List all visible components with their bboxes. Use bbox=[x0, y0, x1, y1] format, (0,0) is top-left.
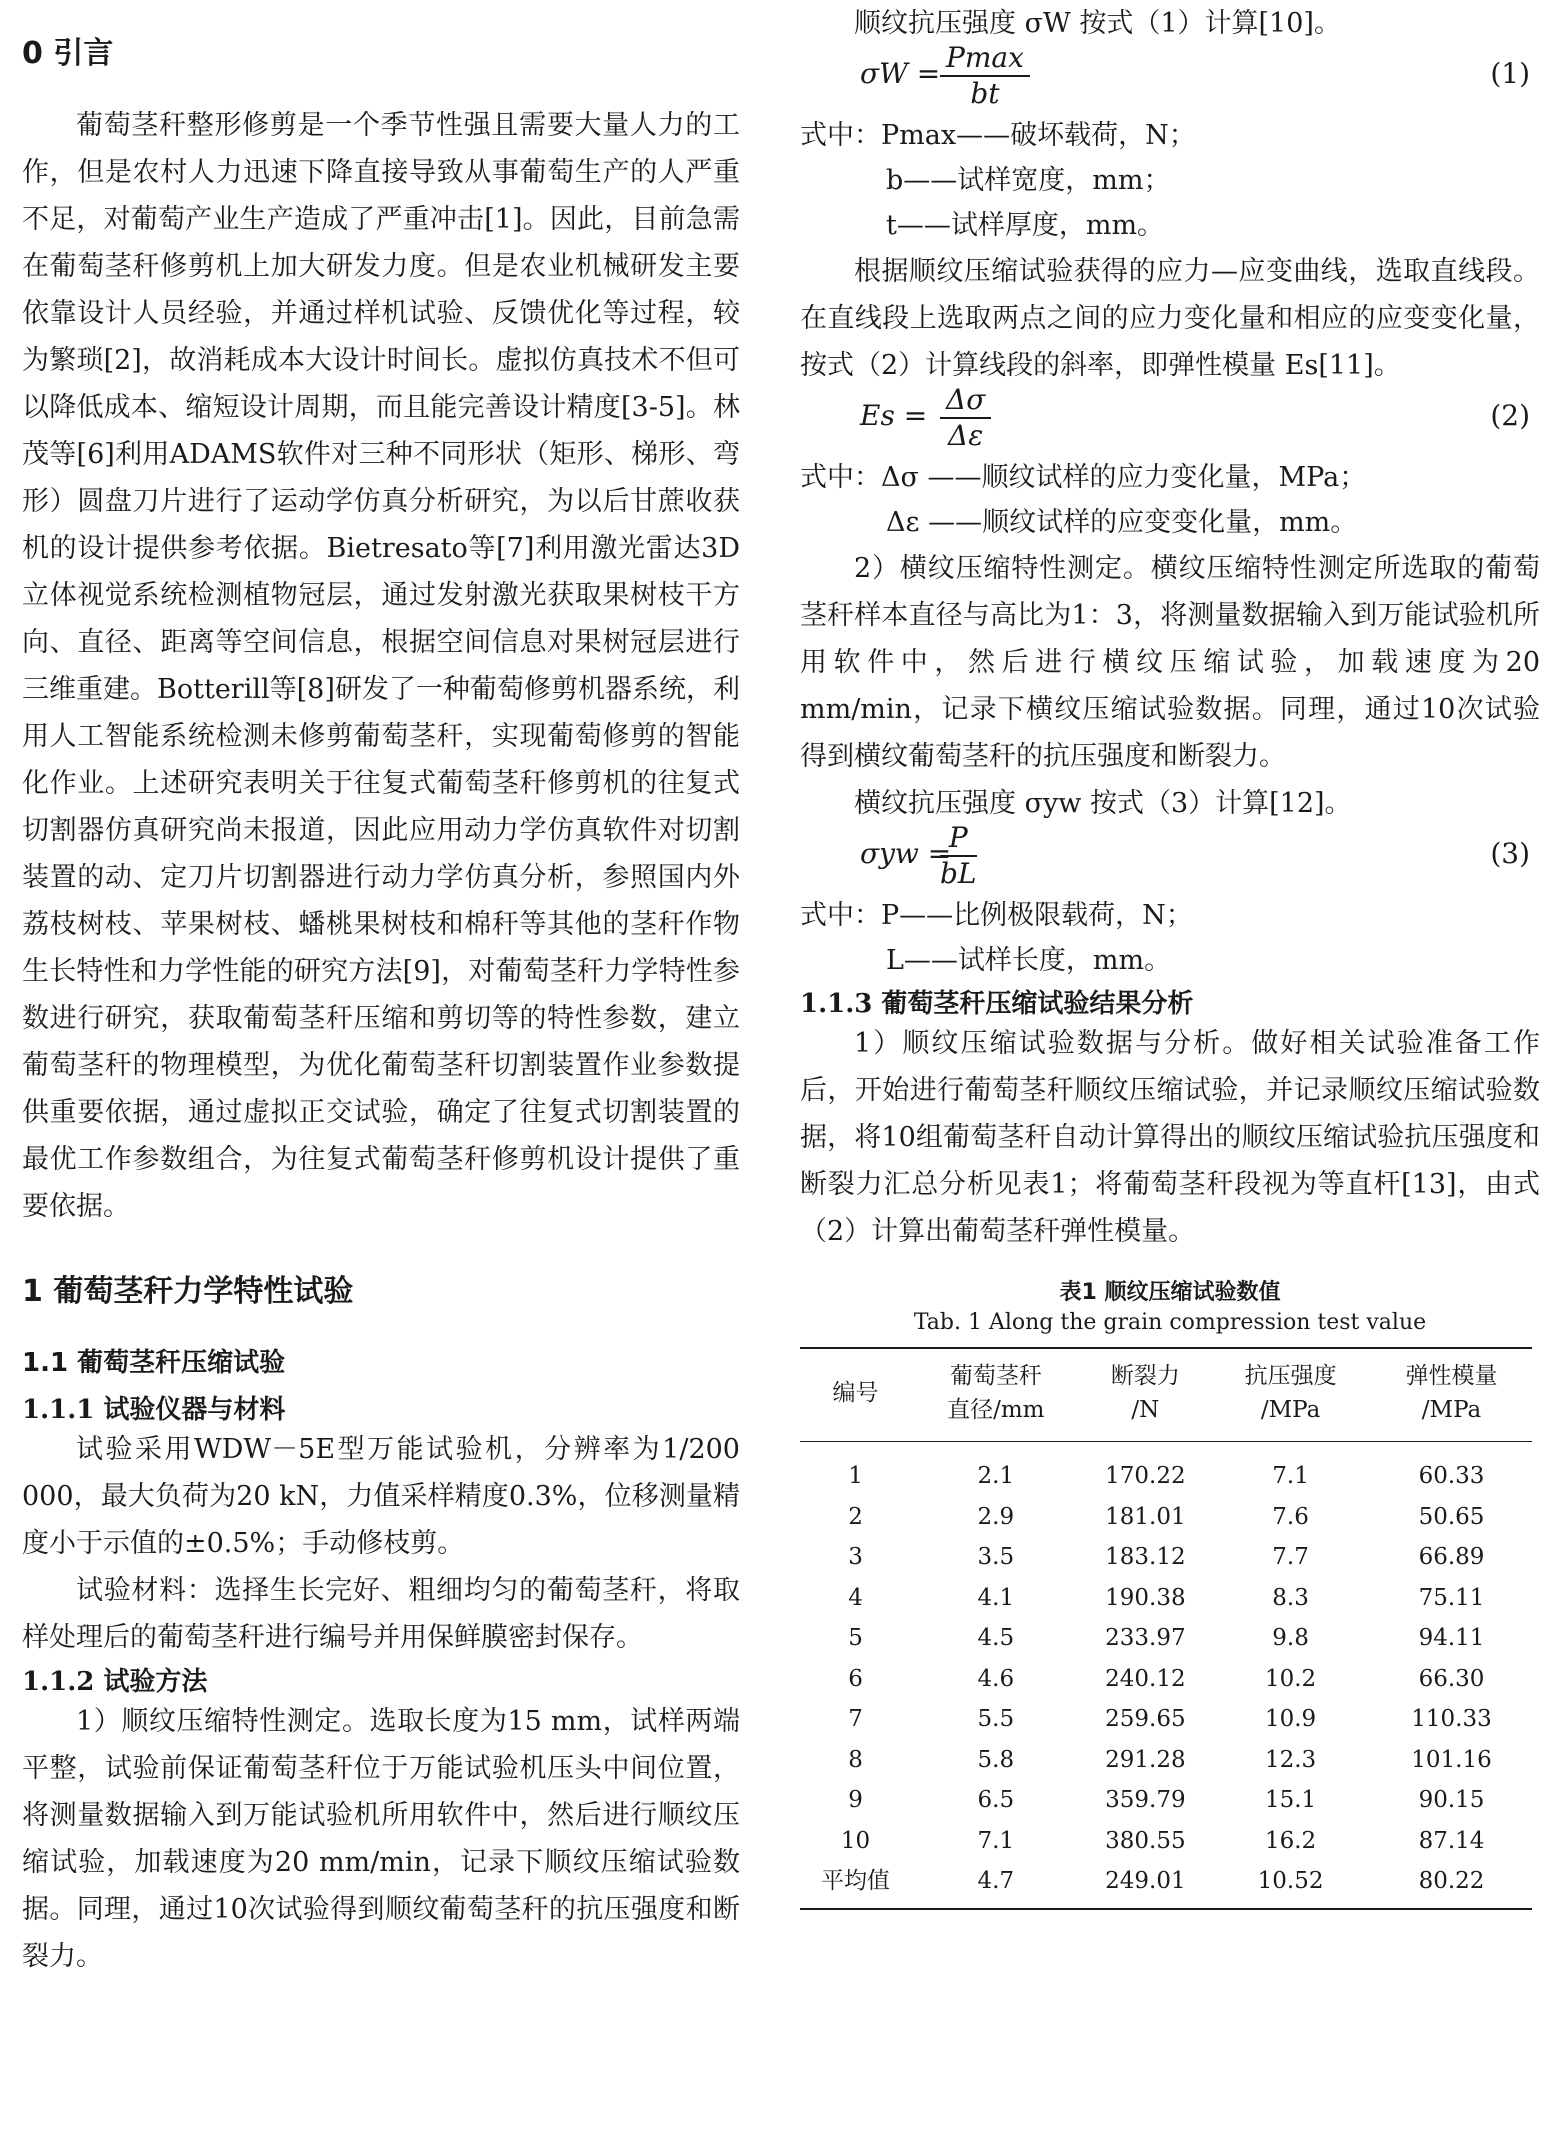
table-cell: 3 bbox=[848, 1544, 863, 1570]
table-cell: 16.2 bbox=[1264, 1827, 1317, 1854]
eq1-where-line: t——试样厚度，mm。 bbox=[886, 210, 1165, 241]
eq3-fraction bbox=[940, 821, 977, 891]
table-cell: 2.1 bbox=[977, 1463, 1015, 1489]
table-cell: 10.52 bbox=[1210, 1861, 1371, 1909]
table-cell: 10.2 bbox=[1264, 1665, 1317, 1692]
table-cell: 1 bbox=[848, 1463, 863, 1489]
table-cell: 4 bbox=[848, 1584, 863, 1611]
eq2-fraction bbox=[940, 383, 991, 453]
eq2-where-line: Δε ——顺纹试样的应变变化量，mm。 bbox=[886, 507, 1358, 538]
eq1-lhs: σW = bbox=[860, 57, 941, 90]
eq3-lhs: σyw = bbox=[860, 837, 952, 870]
table-header-cell: 弹性模量 /MPa bbox=[1371, 1348, 1532, 1442]
eq1-numerator: Pmax bbox=[940, 41, 1030, 77]
table-cell: 190.38 bbox=[1105, 1584, 1186, 1611]
table-cell: 94.11 bbox=[1418, 1625, 1485, 1651]
table-row bbox=[800, 1780, 1532, 1821]
table-cell: 170.22 bbox=[1105, 1463, 1186, 1489]
intro-heading: 0 引言 bbox=[22, 36, 114, 71]
table-cell: 7.1 bbox=[977, 1827, 1015, 1854]
section-1-1-3-heading: 1.1.3 葡萄茎秆压缩试验结果分析 bbox=[800, 989, 1194, 1019]
intro-paragraph: 葡萄茎秆整形修剪是一个季节性强且需要大量人力的工作，但是农村人力迅速下降直接导致从事葡萄生产的人严重不足，对葡萄产业生产造成了严重冲击[1]。因此，目前急需在葡萄茎秆修剪机上加大研发力度。但是农业机械研发主要依靠设计人员经验，并通过样机试验、反馈优化等过程，较为繁琐[2]，故消耗成本大设计时间长。虚拟仿真技术不但可以降低成本、缩短设计周期，而且能完善设计精度[3-5]。林茂等[6]利用ADAMS软件对三种不同形状（矩形、梯形、弯形）圆盘刀片进行了运动学仿真分析研究，为以后甘蔗收获机的设计提供参考依据。Bietresato等[7]利用激光雷达3D立体视觉系统检测植物冠层，通过发射激光获取果树枝干方向、直径、距离等空间信息，根据空间信息对果树冠层进行三维重建。Botterill等[8]研发了一种葡萄修剪机器系统，利用人工智能系统检测未修剪葡萄茎秆，实现葡萄修剪的智能化作业。上述研究表明关于往复式葡萄茎秆修剪机的往复式切割器仿真研究尚未报道，因此应用动力学仿真软件对切割装置的动、定刀片切割器进行动力学仿真分析，参照国内外荔枝树枝、苹果树枝、蟠桃果树枝和棉秆等其他的茎秆作物生长特性和力学性能的研究方法[9]，对葡萄茎秆力学特性参数进行研究，获取葡萄茎秆压缩和剪切等的特性参数，建立葡萄茎秆的物理模型，为优化葡萄茎秆切割装置作业参数提供重要依据，通过虚拟正交试验，确定了往复式切割装置的最优工作参数组合，为往复式葡萄茎秆修剪机设计提供了重要依据。 bbox=[22, 110, 740, 1222]
table-cell: 6.5 bbox=[977, 1787, 1015, 1813]
table-cell: 10 bbox=[840, 1827, 871, 1854]
table-cell: 4.1 bbox=[977, 1584, 1015, 1611]
table-cell: 2 bbox=[848, 1503, 863, 1530]
eq1-fraction bbox=[940, 41, 1030, 111]
table-cell: 259.65 bbox=[1105, 1706, 1186, 1732]
section-1-heading: 1 葡萄茎秆力学特性试验 bbox=[22, 1274, 354, 1309]
eq2-lhs: Es = bbox=[860, 399, 928, 432]
table-header-cell: 葡萄茎秆 直径/mm bbox=[911, 1348, 1081, 1442]
right-column bbox=[800, 0, 1540, 1910]
table-cell: 8 bbox=[848, 1746, 863, 1773]
table-cell: 181.01 bbox=[1105, 1503, 1186, 1530]
table-cell: 7 bbox=[848, 1706, 863, 1732]
table-cell: 6 bbox=[848, 1665, 863, 1692]
table-cell: 5.8 bbox=[977, 1746, 1015, 1773]
transverse-paragraph: 2）横纹压缩特性测定。横纹压缩特性测定所选取的葡萄茎秆样本直径与高比为1：3，将测量数据输入到万能试验机所用软件中，然后进行横纹压缩试验，加载速度为20 mm/min，记录下横纹压缩试验数据。同理，通过10次试验得到横纹葡萄茎秆的抗压强度和断裂力。 bbox=[800, 553, 1540, 772]
eq3-where-line: L——试样长度，mm。 bbox=[886, 945, 1172, 976]
sigma-w-intro: 顺纹抗压强度 σW 按式（1）计算[10]。 bbox=[854, 8, 1341, 39]
sigma-yw-intro: 横纹抗压强度 σyw 按式（3）计算[12]。 bbox=[854, 788, 1352, 819]
table-cell: 233.97 bbox=[1105, 1625, 1186, 1651]
section-1-1-1-heading: 1.1.1 试验仪器与材料 bbox=[22, 1395, 286, 1425]
table-cell: 4.7 bbox=[911, 1861, 1081, 1909]
eq2-number: (2) bbox=[1490, 399, 1530, 432]
table-row bbox=[800, 1699, 1532, 1740]
table-cell: 291.28 bbox=[1105, 1746, 1186, 1773]
table-title: 表1 顺纹压缩试验数值 bbox=[1059, 1280, 1281, 1305]
compression-table bbox=[800, 1347, 1532, 1910]
table-cell: 87.14 bbox=[1418, 1827, 1485, 1854]
table-cell: 66.89 bbox=[1418, 1544, 1485, 1570]
eq3-denominator: bL bbox=[940, 857, 977, 890]
left-column bbox=[22, 0, 740, 1980]
table-header-cell: 抗压强度 /MPa bbox=[1210, 1348, 1371, 1442]
eq2-where-line: 式中：Δσ ——顺纹试样的应力变化量，MPa； bbox=[800, 462, 1367, 493]
table-cell: 5.5 bbox=[977, 1706, 1015, 1732]
table-cell: 4.6 bbox=[977, 1665, 1015, 1692]
instrument-paragraph: 试验采用WDW－5E型万能试验机，分辨率为1/200 000，最大负荷为20 kN，力值采样精度0.3%，位移测量精度小于示值的±0.5%；手动修枝剪。 bbox=[22, 1434, 740, 1559]
table-cell: 249.01 bbox=[1081, 1861, 1211, 1909]
eq1-where-line: 式中：Pmax——破坏载荷，N； bbox=[800, 120, 1196, 151]
table-cell: 8.3 bbox=[1272, 1584, 1309, 1611]
table-cell: 80.22 bbox=[1371, 1861, 1532, 1909]
table-cell: 平均值 bbox=[800, 1861, 911, 1909]
table-cell: 9 bbox=[848, 1787, 863, 1813]
equation-1 bbox=[800, 41, 1540, 113]
table-cell: 50.65 bbox=[1418, 1503, 1485, 1530]
eq3-numerator: P bbox=[940, 821, 977, 857]
table-cell: 183.12 bbox=[1105, 1544, 1186, 1570]
table-cell: 2.9 bbox=[977, 1503, 1015, 1530]
table-cell: 66.30 bbox=[1418, 1665, 1485, 1692]
eq2-denominator: Δε bbox=[948, 419, 984, 452]
section-1-1-2-heading: 1.1.2 试验方法 bbox=[22, 1667, 208, 1697]
eq1-number: (1) bbox=[1490, 57, 1530, 90]
method-paragraph: 1）顺纹压缩特性测定。选取长度为15 mm，试样两端平整，试验前保证葡萄茎秆位于万能试验机压头中间位置，将测量数据输入到万能试验机所用软件中，然后进行顺纹压缩试验，加载速度为20 mm/min，记录下顺纹压缩试验数据。同理，通过10次试验得到顺纹葡萄茎秆的抗压强度和断裂力。 bbox=[22, 1706, 740, 1972]
table-cell: 12.3 bbox=[1264, 1746, 1317, 1773]
table-row bbox=[800, 1537, 1532, 1578]
table-cell: 4.5 bbox=[977, 1625, 1015, 1651]
table-row bbox=[800, 1740, 1532, 1781]
table-row bbox=[800, 1659, 1532, 1700]
eq2-numerator: Δσ bbox=[940, 383, 991, 419]
eq1-where-line: b——试样宽度，mm； bbox=[886, 165, 1171, 196]
table-cell: 3.5 bbox=[977, 1544, 1015, 1570]
table-cell: 7.6 bbox=[1272, 1503, 1309, 1530]
table-cell: 110.33 bbox=[1411, 1706, 1492, 1732]
table-title-en: Tab. 1 Along the grain compression test value bbox=[913, 1310, 1427, 1335]
table-row bbox=[800, 1821, 1532, 1862]
eq3-number: (3) bbox=[1490, 837, 1530, 870]
table-cell: 9.8 bbox=[1272, 1625, 1309, 1651]
equation-2 bbox=[800, 383, 1540, 455]
table-cell: 101.16 bbox=[1411, 1746, 1492, 1773]
table-cell: 7.7 bbox=[1272, 1544, 1309, 1570]
table-cell: 5 bbox=[848, 1625, 863, 1651]
eq1-denominator: bt bbox=[970, 77, 1000, 110]
table-row bbox=[800, 1618, 1532, 1659]
table-cell: 10.9 bbox=[1264, 1706, 1317, 1732]
table-average-row bbox=[800, 1861, 1532, 1909]
table-cell: 60.33 bbox=[1418, 1463, 1485, 1489]
eq3-where-line: 式中：P——比例极限载荷，N； bbox=[800, 900, 1193, 931]
table-cell: 7.1 bbox=[1272, 1463, 1309, 1489]
table-cell: 240.12 bbox=[1105, 1665, 1186, 1692]
table-cell: 15.1 bbox=[1264, 1787, 1317, 1813]
equation-3 bbox=[800, 821, 1540, 893]
table-row bbox=[800, 1578, 1532, 1619]
section-1-1-heading: 1.1 葡萄茎秆压缩试验 bbox=[22, 1348, 286, 1378]
table-cell: 75.11 bbox=[1418, 1584, 1485, 1611]
table-cell: 380.55 bbox=[1105, 1827, 1186, 1854]
results-paragraph: 1）顺纹压缩试验数据与分析。做好相关试验准备工作后，开始进行葡萄茎秆顺纹压缩试验，并记录顺纹压缩试验数据，将10组葡萄茎秆自动计算得出的顺纹压缩试验抗压强度和断裂力汇总分析见表1；将葡萄茎秆段视为等直杆[13]，由式（2）计算出葡萄茎秆弹性模量。 bbox=[800, 1028, 1540, 1247]
table-cell: 359.79 bbox=[1105, 1787, 1186, 1813]
table-row bbox=[800, 1497, 1532, 1538]
table-cell: 90.15 bbox=[1418, 1787, 1485, 1813]
table-header-cell: 断裂力 /N bbox=[1081, 1348, 1211, 1442]
table-row bbox=[800, 1442, 1532, 1497]
table-header-cell: 编号 bbox=[800, 1348, 911, 1442]
material-paragraph: 试验材料：选择生长完好、粗细均匀的葡萄茎秆，将取样处理后的葡萄茎秆进行编号并用保鲜膜密封保存。 bbox=[22, 1575, 740, 1653]
table-header-row bbox=[800, 1348, 1532, 1442]
modulus-paragraph: 根据顺纹压缩试验获得的应力—应变曲线，选取直线段。在直线段上选取两点之间的应力变化量和相应的应变变化量，按式（2）计算线段的斜率，即弹性模量 Es[11]。 bbox=[800, 256, 1540, 381]
